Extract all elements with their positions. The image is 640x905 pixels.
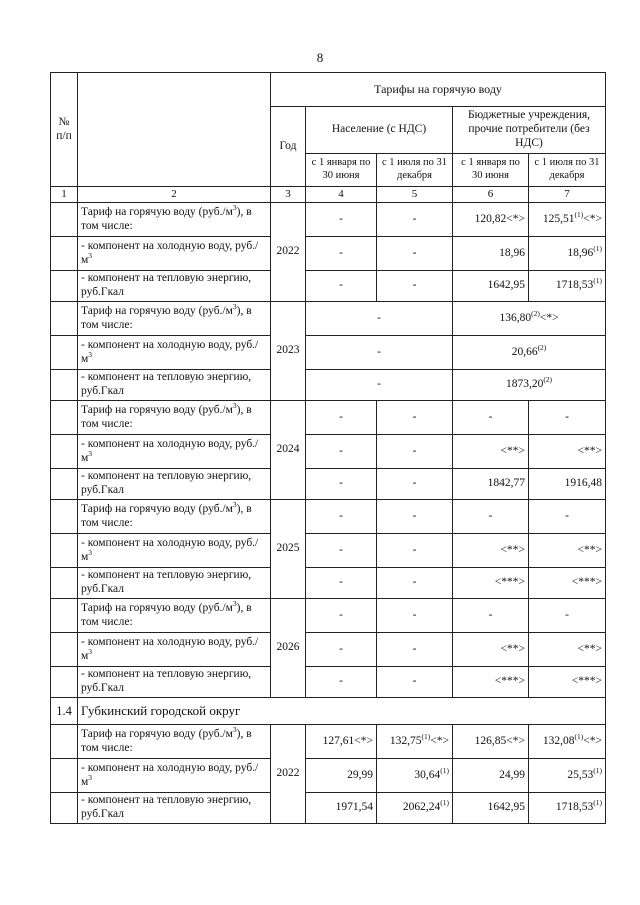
value-text: <***> (494, 675, 525, 688)
pop-jan-value (306, 469, 377, 500)
pop-jul-value (377, 435, 453, 469)
header-bud-jan: с 1 января по 30 июня (453, 154, 529, 187)
row-label (78, 500, 271, 534)
year-cell: 2025 (271, 500, 306, 599)
bud-jul-value (529, 203, 606, 237)
value-text: <*> (583, 734, 603, 747)
bud-jan-value (453, 725, 529, 759)
row-number (51, 203, 78, 237)
label-text: ), в том числе: (81, 304, 252, 331)
value-text: - (339, 279, 343, 292)
value-text: <**> (500, 543, 525, 556)
page-number: 8 (316, 50, 324, 65)
section-name: Губкинский городской округ (78, 698, 606, 725)
row-number (51, 633, 78, 667)
bud-jul-value (529, 237, 606, 271)
superscript: 3 (88, 250, 93, 260)
row-number (51, 370, 78, 401)
table-row (51, 271, 606, 302)
value-text: - (339, 410, 343, 423)
row-number (51, 793, 78, 824)
superscript: 3 (88, 349, 93, 359)
col-number-2: 2 (78, 187, 271, 203)
tariff-table (50, 72, 606, 824)
value-text: <*> (583, 212, 603, 225)
value-text: <**> (577, 642, 603, 655)
superscript: (1) (421, 731, 431, 741)
col-number-3: 3 (271, 187, 306, 203)
bud-jan-value (453, 667, 529, 698)
pop-jul-value (377, 500, 453, 534)
value-text: - (339, 509, 343, 522)
bud-jul-value (529, 725, 606, 759)
row-number (51, 336, 78, 370)
year-cell: 2024 (271, 401, 306, 500)
row-label (78, 370, 271, 401)
table-row (51, 469, 606, 500)
label-text: Тариф на горячую воду (руб./м (81, 403, 233, 416)
value-text: - (488, 410, 493, 423)
value-text: 136,80 (499, 311, 532, 324)
label-text: Тариф на горячую воду (руб./м (81, 205, 233, 218)
label-text: ), в том числе: (81, 403, 252, 430)
bud-jan-value (453, 793, 529, 824)
label-text: - компонент на тепловую энергию, руб.Гкал (81, 794, 252, 821)
bud-jul-value (529, 633, 606, 667)
label-text: - компонент на тепловую энергию, руб.Гкал (81, 272, 252, 299)
row-label (78, 667, 271, 698)
pop-jan-value (306, 793, 377, 824)
pop-jul-value (377, 759, 453, 793)
population-value (306, 302, 453, 336)
label-text: ), в том числе: (81, 601, 252, 628)
header-pop-jan: с 1 января по 30 июня (306, 154, 377, 187)
bud-jan-value (453, 500, 529, 534)
population-value (306, 370, 453, 401)
superscript: (1) (593, 765, 603, 775)
row-label (78, 302, 271, 336)
bud-jan-value (453, 759, 529, 793)
value-text: - (412, 642, 417, 655)
table-row (51, 599, 606, 633)
table-row (51, 759, 606, 793)
value-text: - (412, 509, 417, 522)
value-text: 132,08 (542, 734, 575, 747)
superscript: 3 (232, 203, 237, 213)
value-text: 120,82<*> (474, 212, 525, 225)
label-text: - компонент на холодную воду, руб./м (81, 437, 259, 464)
pop-jan-value (306, 633, 377, 667)
superscript: (2) (537, 342, 547, 352)
bud-jan-value (453, 435, 529, 469)
value-text: - (412, 444, 417, 457)
table-row (51, 237, 606, 271)
value-text: - (565, 509, 569, 522)
value-text: 18,96 (499, 246, 525, 259)
population-value (306, 336, 453, 370)
row-label (78, 534, 271, 568)
bud-jul-value (529, 401, 606, 435)
pop-jan-value (306, 237, 377, 271)
value-text: - (412, 576, 417, 589)
table-row (51, 370, 606, 401)
pop-jan-value (306, 599, 377, 633)
col-number-6: 6 (453, 187, 529, 203)
pop-jan-value (306, 271, 377, 302)
value-text: - (412, 410, 417, 423)
value-text: 1971,54 (335, 801, 373, 814)
label-text: ), в том числе: (81, 727, 252, 754)
section-number: 1.4 (51, 698, 78, 725)
value-text: 2062,24 (402, 801, 441, 814)
superscript: 3 (232, 725, 237, 735)
row-label (78, 435, 271, 469)
label-text: ), в том числе: (81, 205, 252, 232)
row-number (51, 759, 78, 793)
value-text: - (339, 246, 343, 259)
superscript: 3 (232, 599, 237, 609)
value-text: - (377, 311, 381, 324)
row-number (51, 667, 78, 698)
header-bud-jul: с 1 июля по 31 декабря (529, 154, 606, 187)
bud-jan-value (453, 203, 529, 237)
bud-jan-value (453, 271, 529, 302)
bud-jul-value (529, 271, 606, 302)
header-population: Население (с НДС) (306, 107, 453, 154)
value-text: - (377, 378, 381, 391)
pop-jul-value (377, 667, 453, 698)
value-text: <**> (500, 444, 525, 457)
row-label (78, 759, 271, 793)
value-text: 24,99 (499, 768, 525, 781)
value-text: <*> (430, 734, 449, 747)
bud-jan-value (453, 469, 529, 500)
row-label (78, 469, 271, 500)
value-text: 1642,95 (487, 801, 525, 814)
pop-jul-value (377, 725, 453, 759)
bud-jan-value (453, 568, 529, 599)
value-text: - (339, 212, 343, 225)
pop-jul-value (377, 237, 453, 271)
value-text: 127,61<*> (322, 734, 373, 747)
value-text: 20,66 (511, 345, 538, 358)
value-text: - (339, 576, 343, 589)
label-text: - компонент на холодную воду, руб./м (81, 761, 259, 788)
value-text: 1916,48 (564, 477, 603, 490)
value-text: - (565, 410, 569, 423)
label-text: - компонент на холодную воду, руб./м (81, 635, 259, 662)
label-text: ), в том числе: (81, 502, 252, 529)
table-row (51, 500, 606, 534)
label-text: - компонент на тепловую энергию, руб.Гкал (81, 470, 252, 497)
value-text: - (412, 279, 417, 292)
bud-jul-value (529, 667, 606, 698)
table-row (51, 203, 606, 237)
budget-value (453, 370, 606, 401)
superscript: 3 (232, 401, 237, 411)
budget-value (453, 336, 606, 370)
table-row (51, 336, 606, 370)
superscript: 3 (88, 547, 93, 557)
superscript: (2) (543, 375, 553, 385)
year-cell: 2022 (271, 203, 306, 302)
value-text: - (339, 642, 343, 655)
bud-jan-value (453, 401, 529, 435)
pop-jul-value (377, 401, 453, 435)
pop-jan-value (306, 759, 377, 793)
header-budget: Бюджетные учреждения, прочие потребители (без НДС) (453, 107, 606, 154)
pop-jul-value (377, 793, 453, 824)
table-row (51, 534, 606, 568)
value-text: - (412, 212, 417, 225)
header-name (78, 73, 271, 187)
value-text: - (488, 608, 493, 621)
value-text: - (339, 477, 343, 490)
pop-jul-value (377, 599, 453, 633)
row-label (78, 725, 271, 759)
pop-jan-value (306, 667, 377, 698)
superscript: 3 (232, 500, 237, 510)
value-text: - (412, 477, 417, 490)
value-text: - (412, 608, 417, 621)
superscript: 3 (88, 646, 93, 656)
bud-jul-value (529, 469, 606, 500)
table-row (51, 401, 606, 435)
pop-jul-value (377, 534, 453, 568)
value-text: - (339, 608, 343, 621)
label-text: - компонент на тепловую энергию, руб.Гкал (81, 668, 252, 695)
label-text: - компонент на холодную воду, руб./м (81, 239, 259, 266)
value-text: - (339, 444, 343, 457)
value-text: 18,96 (567, 246, 594, 259)
pop-jan-value (306, 534, 377, 568)
label-text: - компонент на холодную воду, руб./м (81, 338, 259, 365)
value-text: <**> (500, 642, 525, 655)
table-row (51, 667, 606, 698)
superscript: (1) (574, 731, 584, 741)
bud-jul-value (529, 759, 606, 793)
value-text: 125,51 (542, 212, 575, 225)
value-text: 1873,20 (505, 378, 544, 391)
pop-jan-value (306, 203, 377, 237)
pop-jul-value (377, 203, 453, 237)
pop-jul-value (377, 271, 453, 302)
bud-jul-value (529, 599, 606, 633)
bud-jan-value (453, 237, 529, 271)
row-label (78, 793, 271, 824)
value-text: 29,99 (347, 768, 373, 781)
value-text: 1718,53 (555, 279, 594, 292)
value-text: - (565, 608, 569, 621)
label-text: Тариф на горячую воду (руб./м (81, 502, 233, 515)
bud-jul-value (529, 435, 606, 469)
label-text: - компонент на холодную воду, руб./м (81, 536, 259, 563)
table-row (51, 793, 606, 824)
pop-jan-value (306, 435, 377, 469)
superscript: (1) (440, 765, 449, 775)
superscript: (1) (440, 798, 449, 808)
label-text: Тариф на горячую воду (руб./м (81, 727, 233, 740)
header-tariffs-title: Тарифы на горячую воду (271, 73, 606, 107)
row-number (51, 534, 78, 568)
header-number: № п/п (51, 73, 78, 187)
row-number (51, 725, 78, 759)
label-text: - компонент на тепловую энергию, руб.Гкал (81, 569, 252, 596)
row-number (51, 237, 78, 271)
value-text: - (377, 345, 381, 358)
value-text: 1842,77 (487, 477, 525, 490)
value-text: <***> (571, 576, 603, 589)
value-text: - (339, 675, 343, 688)
section-row (51, 698, 606, 725)
row-number (51, 599, 78, 633)
bud-jan-value (453, 633, 529, 667)
row-number (51, 469, 78, 500)
label-text: Тариф на горячую воду (руб./м (81, 601, 233, 614)
value-text: <*> (539, 311, 559, 324)
superscript: (1) (593, 798, 603, 808)
bud-jul-value (529, 500, 606, 534)
value-text: - (412, 675, 417, 688)
row-number (51, 568, 78, 599)
budget-value (453, 302, 606, 336)
pop-jan-value (306, 725, 377, 759)
table-row (51, 302, 606, 336)
value-text: - (488, 509, 493, 522)
superscript: (1) (574, 209, 584, 219)
row-label (78, 203, 271, 237)
superscript: 3 (88, 448, 93, 458)
value-text: 132,75 (389, 734, 422, 747)
value-text: - (412, 246, 417, 259)
pop-jan-value (306, 401, 377, 435)
superscript: 3 (88, 772, 93, 782)
header-year: Год (271, 107, 306, 187)
label-text: - компонент на тепловую энергию, руб.Гкал (81, 371, 252, 398)
col-number-1: 1 (51, 187, 78, 203)
row-number (51, 435, 78, 469)
row-label (78, 237, 271, 271)
bud-jul-value (529, 534, 606, 568)
bud-jul-value (529, 568, 606, 599)
pop-jul-value (377, 633, 453, 667)
table-row (51, 435, 606, 469)
value-text: 1718,53 (555, 801, 594, 814)
col-number-5: 5 (377, 187, 453, 203)
label-text: Тариф на горячую воду (руб./м (81, 304, 233, 317)
value-text: 126,85<*> (474, 734, 525, 747)
row-label (78, 271, 271, 302)
row-number (51, 271, 78, 302)
value-text: <***> (571, 675, 603, 688)
value-text: <**> (577, 444, 603, 457)
row-number (51, 302, 78, 336)
row-label (78, 568, 271, 599)
col-number-4: 4 (306, 187, 377, 203)
pop-jul-value (377, 568, 453, 599)
bud-jan-value (453, 534, 529, 568)
year-cell: 2026 (271, 599, 306, 698)
col-number-7: 7 (529, 187, 606, 203)
value-text: - (412, 543, 417, 556)
bud-jan-value (453, 599, 529, 633)
superscript: (2) (531, 308, 540, 318)
value-text: <**> (577, 543, 603, 556)
value-text: 1642,95 (487, 279, 525, 292)
pop-jan-value (306, 500, 377, 534)
bud-jul-value (529, 793, 606, 824)
header-pop-jul: с 1 июля по 31 декабря (377, 154, 453, 187)
row-number (51, 401, 78, 435)
value-text: <***> (494, 576, 525, 589)
value-text: - (339, 543, 343, 556)
value-text: 25,53 (567, 768, 594, 781)
row-label (78, 599, 271, 633)
row-label (78, 401, 271, 435)
table-row (51, 633, 606, 667)
row-label (78, 336, 271, 370)
superscript: (1) (593, 243, 603, 253)
year-cell: 2023 (271, 302, 306, 401)
value-text: 30,64 (414, 768, 441, 781)
table-row (51, 568, 606, 599)
year-cell: 2022 (271, 725, 306, 824)
superscript: 3 (232, 302, 237, 312)
row-number (51, 500, 78, 534)
table-row (51, 725, 606, 759)
pop-jul-value (377, 469, 453, 500)
row-label (78, 633, 271, 667)
superscript: (1) (593, 276, 603, 286)
pop-jan-value (306, 568, 377, 599)
